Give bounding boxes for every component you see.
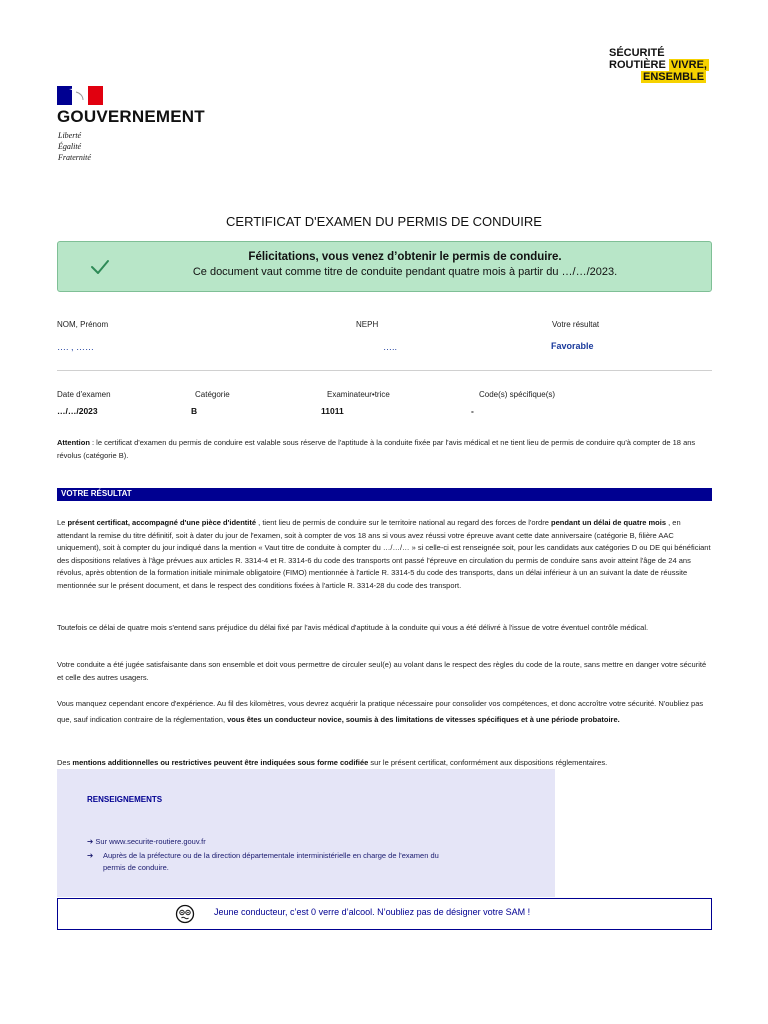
divider	[57, 370, 712, 371]
info-box	[57, 769, 555, 897]
logo-highlight: VIVRE,	[670, 59, 707, 71]
category-label: Catégorie	[195, 390, 230, 399]
arrow-right-icon: ➔	[87, 851, 94, 860]
securite-routiere-logo	[609, 47, 709, 83]
result-label: Votre résultat	[552, 320, 600, 329]
success-text: Ce document vaut comme titre de conduite pendant quatre mois à partir du …/…/2023.	[192, 266, 618, 278]
neph-label: NEPH	[356, 320, 379, 329]
logo-line: SÉCURITÉ	[609, 47, 665, 59]
name-value: …. , ……	[57, 342, 95, 352]
info-line: Auprès de la préfecture ou de la direction départementale interministérielle en charge de l'examen du	[103, 851, 439, 860]
dizzy-face-icon	[175, 904, 195, 924]
marianne-flag-logo	[57, 86, 103, 105]
paragraph-mentions	[57, 757, 713, 770]
text-bold: vous êtes un conducteur novice, soumis à des limitations de vitesses spécifiques et à une période probatoire.	[227, 715, 620, 724]
motto-line: Égalité	[58, 142, 82, 151]
section-title: VOTRE RÉSULTAT	[61, 489, 132, 498]
arrow-right-icon: ➔	[87, 837, 94, 846]
checkmark-icon	[88, 255, 112, 279]
government-name: GOUVERNEMENT	[57, 107, 205, 126]
alcohol-warning-text: Jeune conducteur, c’est 0 verre d’alcool. N’oubliez pas de désigner votre SAM !	[214, 907, 531, 917]
neph-value: …..	[383, 342, 398, 352]
motto-line: Fraternité	[58, 153, 91, 162]
text-span: Des	[57, 758, 73, 767]
info-title: RENSEIGNEMENTS	[87, 795, 163, 804]
logo-line: ROUTIÈRE	[609, 59, 666, 71]
info-item-prefecture	[87, 850, 93, 862]
info-link-text[interactable]: Sur www.securite-routiere.gouv.fr	[95, 837, 206, 846]
text-bold: pendant un délai de quatre mois	[550, 518, 667, 527]
text-span: sur le présent certificat, conformément aux dispositions réglementaires.	[368, 758, 608, 767]
exam-date-value: …/…/2023	[57, 406, 98, 416]
examiner-label: Examinateur•trice	[327, 390, 390, 399]
text-bold: mentions additionnelles ou restrictives peuvent être indiquées sous forme codifiée	[72, 758, 369, 767]
paragraph-experience	[57, 696, 713, 728]
section-header-result	[57, 488, 712, 501]
document-title: CERTIFICAT D'EXAMEN DU PERMIS DE CONDUIRE	[226, 214, 542, 229]
info-item-prefecture-text	[103, 850, 439, 874]
republic-motto	[58, 130, 91, 163]
result-value: Favorable	[551, 341, 594, 351]
paragraph-medical: Toutefois ce délai de quatre mois s'entend sans préjudice du délai fixé par l'avis médical d'aptitude à la conduite qui vous a été délivré à l'issue de votre éventuel contrôle médical.	[57, 623, 649, 632]
info-line: permis de conduire.	[103, 863, 169, 872]
category-value: B	[191, 406, 198, 416]
text-span: , en attendant la remise du titre définitif, soit à dater du jour de l'examen, soit à compter de vos 18 ans si vous avez réussi votre épreuve avant cette date anniversaire (catégorie B, filière AAC uniquement), soit à compter du jour indiqué dans la mention « Vaut titre de conduite à compter du …/…/… » si celle-ci est renseignée soit, pour les candidats aux catégories D ou DE qui bénéficiant des dispositions relatives à l'âge prévues aux articles R. 3314-4 et R. 3314-6 du code des transports ont passé l'épreuve en circulation du permis de conduire sans avoir atteint l'âge de 24 ans révolus, après obtention de la formation initiale minimale obligatoire (FIMO) mentionnée à l'article R. 3314-5 du code des transports, dans un délai inférieur à un an suivant la date de réussite mentionnée sur le présent document, et dans le respect des conditions fixées à l'article R. 3314-28 du code des transport.	[57, 518, 711, 590]
text-span: Le	[57, 518, 68, 527]
motto-line: Liberté	[58, 131, 82, 140]
paragraph-validity	[57, 517, 713, 592]
info-item-website	[87, 836, 206, 848]
logo-highlight: ENSEMBLE	[643, 71, 705, 83]
exam-date-label: Date d'examen	[57, 390, 111, 399]
text-bold: présent certificat, accompagné d'une pièce d'identité	[67, 518, 257, 527]
success-title: Félicitations, vous venez d’obtenir le permis de conduire.	[248, 251, 562, 263]
specific-code-value: -	[471, 406, 474, 416]
name-label: NOM, Prénom	[57, 320, 109, 329]
specific-code-label: Code(s) spécifique(s)	[479, 390, 556, 399]
text-span: , tient lieu de permis de conduire sur le territoire national au regard des forces de l'ordre	[256, 518, 551, 527]
attention-note	[57, 437, 713, 462]
examiner-value: 11011	[321, 406, 344, 416]
attention-label: Attention	[57, 438, 90, 447]
paragraph-conduct: Votre conduite a été jugée satisfaisante dans son ensemble et doit vous permettre de circuler seul(e) au volant dans le respect des règles du code de la route, sans mettre en danger votre sécurité et celle des autres usagers.	[57, 660, 707, 682]
text-span: Vous manquez cependant encore d'expérience. Au fil des kilomètres, vous devrez acquérir la pratique nécessaire pour consolider vos compétences, et donc accroître votre sécurité. N'oubliez pas que, sauf indication contraire de la réglementation,	[57, 699, 704, 724]
attention-text: : le certificat d'examen du permis de conduire est valable sous réserve de l'aptitude à la conduite fixée par l'avis médical et ne tient lieu de permis de conduire qu'à compter de 18 ans révolus (catégorie B).	[57, 438, 696, 460]
